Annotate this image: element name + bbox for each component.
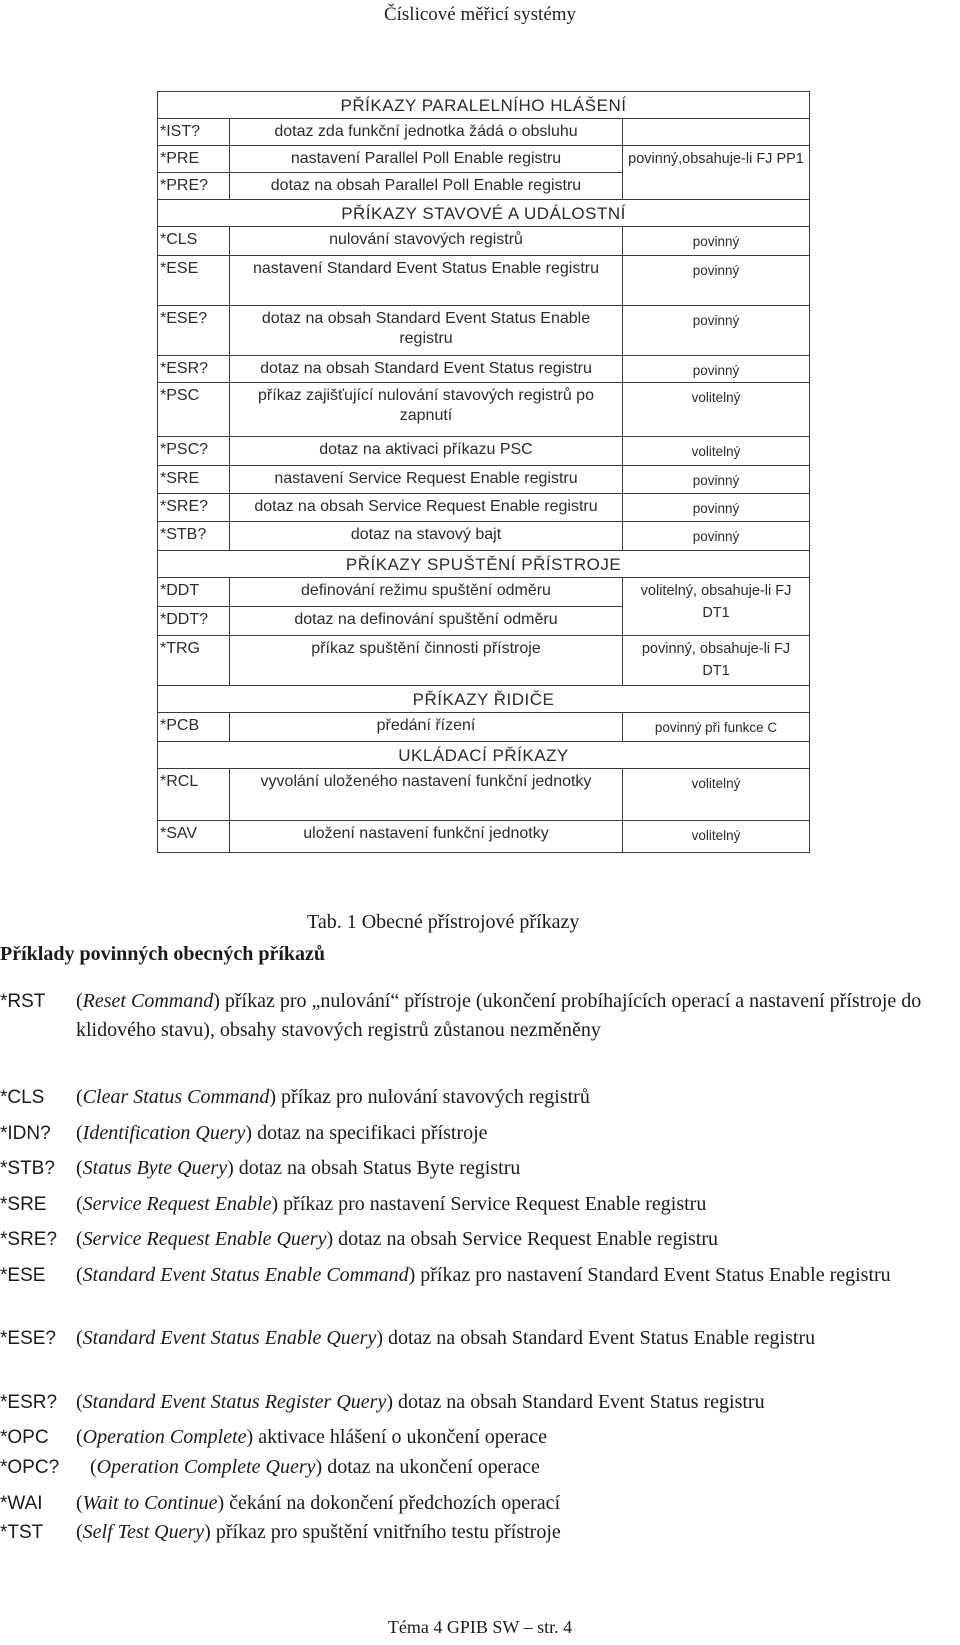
command-description: definování režimu spuštění odměru xyxy=(230,578,623,607)
command-code: *PRE xyxy=(158,146,230,173)
command-code: *CLS xyxy=(0,1087,45,1108)
command-code: *RCL xyxy=(158,769,230,821)
table-row xyxy=(158,383,810,437)
paren-open: ( xyxy=(90,1456,97,1478)
command-description: příkaz pro „nulování“ přístroje (ukončení probíhajících operací a nastavení přístroje do klidového stavu), obsahy stavových registrů zůstanou nezměněny xyxy=(76,990,922,1041)
paren-open: ( xyxy=(76,1391,83,1413)
requirement: povinný xyxy=(623,494,810,522)
command-description: příkaz pro nastavení Standard Event Status Enable registru xyxy=(415,1264,891,1286)
command-description: příkaz pro nastavení Service Request Enable registru xyxy=(278,1193,707,1215)
paren-close: ) xyxy=(315,1456,323,1478)
list-item xyxy=(0,1261,960,1290)
command-text xyxy=(76,1518,960,1547)
paren-close: ) xyxy=(204,1521,211,1543)
table-section-row xyxy=(158,742,810,769)
english-name: Standard Event Status Enable Command xyxy=(82,1264,409,1286)
command-description: předání řízení xyxy=(230,713,623,742)
table-row xyxy=(158,437,810,466)
english-name: Service Request Enable Query xyxy=(82,1228,327,1250)
table-row xyxy=(158,713,810,742)
command-code: *IDN? xyxy=(0,1123,51,1144)
command-text xyxy=(90,1453,960,1482)
command-description: příkaz pro nulování stavových registrů xyxy=(276,1086,590,1108)
requirement: povinný xyxy=(623,466,810,494)
command-code: *STB? xyxy=(158,522,230,551)
command-code: *SRE? xyxy=(0,1229,58,1250)
requirement: volitelný xyxy=(623,821,810,853)
table-row xyxy=(158,821,810,853)
list-item xyxy=(0,1453,960,1482)
paren-close: ) xyxy=(376,1327,383,1349)
paren-close: ) xyxy=(227,1157,234,1179)
command-text xyxy=(76,1225,960,1254)
requirement: povinný xyxy=(623,227,810,256)
command-description: vyvolání uloženého nastavení funkční jednotky xyxy=(230,769,623,821)
command-description: příkaz spuštění činnosti přístroje xyxy=(230,636,623,686)
paren-open: ( xyxy=(76,1521,83,1543)
command-text xyxy=(76,1119,960,1148)
command-code: *PCB xyxy=(158,713,230,742)
table-caption: Tab. 1 Obecné přístrojové příkazy xyxy=(307,911,580,933)
command-description: aktivace hlášení o ukončení operace xyxy=(253,1426,547,1448)
command-description: dotaz na ukončení operace xyxy=(322,1456,540,1478)
list-item xyxy=(0,1489,960,1518)
requirement: volitelný xyxy=(623,383,810,437)
command-code: *RST xyxy=(0,991,46,1012)
command-code: *DDT? xyxy=(158,607,230,636)
command-code: *IST? xyxy=(158,119,230,146)
command-description: dotaz na specifikaci přístroje xyxy=(252,1122,488,1144)
command-description: dotaz na obsah Service Request Enable registru xyxy=(333,1228,719,1250)
requirement: povinný při funkce C xyxy=(623,713,810,742)
english-name: Operation Complete xyxy=(82,1426,247,1448)
paren-close: ) xyxy=(213,990,220,1012)
command-code: *SAV xyxy=(158,821,230,853)
section-title: UKLÁDACÍ PŘÍKAZY xyxy=(158,742,810,769)
command-description: nastavení Standard Event Status Enable registru xyxy=(230,256,623,306)
command-code: *ESR? xyxy=(0,1392,58,1413)
command-description: dotaz na obsah Status Byte registru xyxy=(233,1157,521,1179)
paren-close: ) xyxy=(269,1086,277,1108)
paren-close: ) xyxy=(246,1426,254,1448)
command-code: *ESE xyxy=(158,256,230,306)
command-code: *SRE xyxy=(158,466,230,494)
requirement: povinný xyxy=(623,522,810,551)
command-description: nulování stavových registrů xyxy=(230,227,623,256)
command-code: *SRE xyxy=(0,1194,47,1215)
table-row xyxy=(158,578,810,607)
list-item xyxy=(0,1324,960,1353)
section-title: PŘÍKAZY ŘIDIČE xyxy=(158,686,810,713)
paren-open: ( xyxy=(76,1157,83,1179)
table-section-row xyxy=(158,551,810,578)
requirement: povinný xyxy=(623,356,810,383)
list-item xyxy=(0,1119,960,1148)
general-commands-table xyxy=(157,91,810,853)
section-title: PŘÍKAZY SPUŠTĚNÍ PŘÍSTROJE xyxy=(158,551,810,578)
command-code: *TRG xyxy=(158,636,230,686)
paren-close: ) xyxy=(271,1193,279,1215)
list-item xyxy=(0,1083,960,1112)
command-text xyxy=(76,1489,960,1518)
requirement: povinný xyxy=(623,256,810,306)
list-item xyxy=(0,987,960,1045)
requirement: povinný xyxy=(623,306,810,356)
command-text xyxy=(76,1190,960,1219)
command-text xyxy=(76,1388,960,1417)
command-code: *OPC xyxy=(0,1427,49,1448)
command-description: dotaz na obsah Standard Event Status registru xyxy=(393,1391,765,1413)
paren-open: ( xyxy=(76,1193,83,1215)
paren-open: ( xyxy=(76,1426,83,1448)
requirement xyxy=(623,119,810,146)
command-code: *WAI xyxy=(0,1493,43,1514)
paren-open: ( xyxy=(76,1086,83,1108)
table-row xyxy=(158,356,810,383)
page-header: Číslicové měřicí systémy xyxy=(383,4,577,25)
section-title: PŘÍKAZY STAVOVÉ A UDÁLOSTNÍ xyxy=(158,200,810,227)
table-row xyxy=(158,466,810,494)
command-code: *OPC? xyxy=(0,1457,60,1478)
command-code: *CLS xyxy=(158,227,230,256)
english-name: Clear Status Command xyxy=(82,1086,270,1108)
command-description: dotaz na aktivaci příkazu PSC xyxy=(230,437,623,466)
english-name: Operation Complete Query xyxy=(96,1456,316,1478)
command-code: *ESE xyxy=(0,1265,46,1286)
english-name: Self Test Query xyxy=(82,1521,205,1543)
paren-close: ) xyxy=(326,1228,334,1250)
command-code: *ESE? xyxy=(0,1328,56,1349)
command-description: příkaz zajišťující nulování stavových registrů po zapnutí xyxy=(230,383,623,437)
table-row xyxy=(158,256,810,306)
command-description: čekání na dokončení předchozích operací xyxy=(224,1492,561,1514)
paren-open: ( xyxy=(76,990,83,1012)
paren-open: ( xyxy=(76,1327,83,1349)
english-name: Status Byte Query xyxy=(82,1157,228,1179)
table-section-row xyxy=(158,200,810,227)
table-section-row xyxy=(158,686,810,713)
command-text xyxy=(76,987,960,1045)
command-code: *SRE? xyxy=(158,494,230,522)
command-code: *ESR? xyxy=(158,356,230,383)
english-name: Standard Event Status Register Query xyxy=(82,1391,387,1413)
command-text xyxy=(76,1083,960,1112)
table-row xyxy=(158,119,810,146)
table-row xyxy=(158,146,810,173)
english-name: Reset Command xyxy=(82,990,214,1012)
english-name: Service Request Enable xyxy=(82,1193,272,1215)
command-description: dotaz na definování spuštění odměru xyxy=(230,607,623,636)
english-name: Standard Event Status Enable Query xyxy=(82,1327,377,1349)
command-text xyxy=(76,1324,960,1353)
section-heading: Příklady povinných obecných příkazů xyxy=(0,943,326,965)
command-text xyxy=(76,1154,960,1183)
command-text xyxy=(76,1423,960,1452)
command-description: dotaz na stavový bajt xyxy=(230,522,623,551)
table-row xyxy=(158,769,810,821)
command-code: *ESE? xyxy=(158,306,230,356)
requirement: volitelný xyxy=(623,437,810,466)
paren-open: ( xyxy=(76,1228,83,1250)
requirement: povinný,obsahuje-li FJ PP1 xyxy=(623,146,810,200)
command-code: *STB? xyxy=(0,1158,55,1179)
list-item xyxy=(0,1518,960,1547)
list-item xyxy=(0,1190,960,1219)
requirement: volitelný, obsahuje-li FJ DT1 xyxy=(623,578,810,636)
command-description: dotaz na obsah Parallel Poll Enable registru xyxy=(230,173,623,200)
paren-close: ) xyxy=(217,1492,225,1514)
command-description: dotaz zda funkční jednotka žádá o obsluhu xyxy=(230,119,623,146)
list-item xyxy=(0,1423,960,1452)
paren-close: ) xyxy=(386,1391,393,1413)
table-row xyxy=(158,306,810,356)
command-description: nastavení Service Request Enable registru xyxy=(230,466,623,494)
paren-close: ) xyxy=(408,1264,416,1286)
command-code: *TST xyxy=(0,1522,44,1543)
table-row xyxy=(158,636,810,686)
command-code: *DDT xyxy=(158,578,230,607)
command-description: uložení nastavení funkční jednotky xyxy=(230,821,623,853)
command-description: dotaz na obsah Service Request Enable registru xyxy=(230,494,623,522)
requirement: volitelný xyxy=(623,769,810,821)
paren-open: ( xyxy=(76,1264,83,1286)
command-description: dotaz na obsah Standard Event Status registru xyxy=(230,356,623,383)
command-description: nastavení Parallel Poll Enable registru xyxy=(230,146,623,173)
command-text xyxy=(76,1261,960,1290)
page-footer: Téma 4 GPIB SW – str. 4 xyxy=(387,1617,573,1637)
english-name: Identification Query xyxy=(82,1122,246,1144)
command-description: dotaz na obsah Standard Event Status Enable registru xyxy=(383,1327,816,1349)
table-section-row xyxy=(158,92,810,119)
list-item xyxy=(0,1225,960,1254)
command-code: *PSC xyxy=(158,383,230,437)
command-code: *PRE? xyxy=(158,173,230,200)
paren-open: ( xyxy=(76,1122,83,1144)
table-row xyxy=(158,522,810,551)
list-item xyxy=(0,1388,960,1417)
english-name: Wait to Continue xyxy=(82,1492,218,1514)
command-code: *PSC? xyxy=(158,437,230,466)
table-row xyxy=(158,494,810,522)
command-description: dotaz na obsah Standard Event Status Enable registru xyxy=(230,306,623,356)
list-item xyxy=(0,1154,960,1183)
command-description: příkaz pro spuštění vnitřního testu přístroje xyxy=(210,1521,561,1543)
section-title: PŘÍKAZY PARALELNÍHO HLÁŠENÍ xyxy=(158,92,810,119)
table-row xyxy=(158,227,810,256)
paren-close: ) xyxy=(245,1122,253,1144)
requirement: povinný, obsahuje-li FJ DT1 xyxy=(623,636,810,686)
paren-open: ( xyxy=(76,1492,83,1514)
